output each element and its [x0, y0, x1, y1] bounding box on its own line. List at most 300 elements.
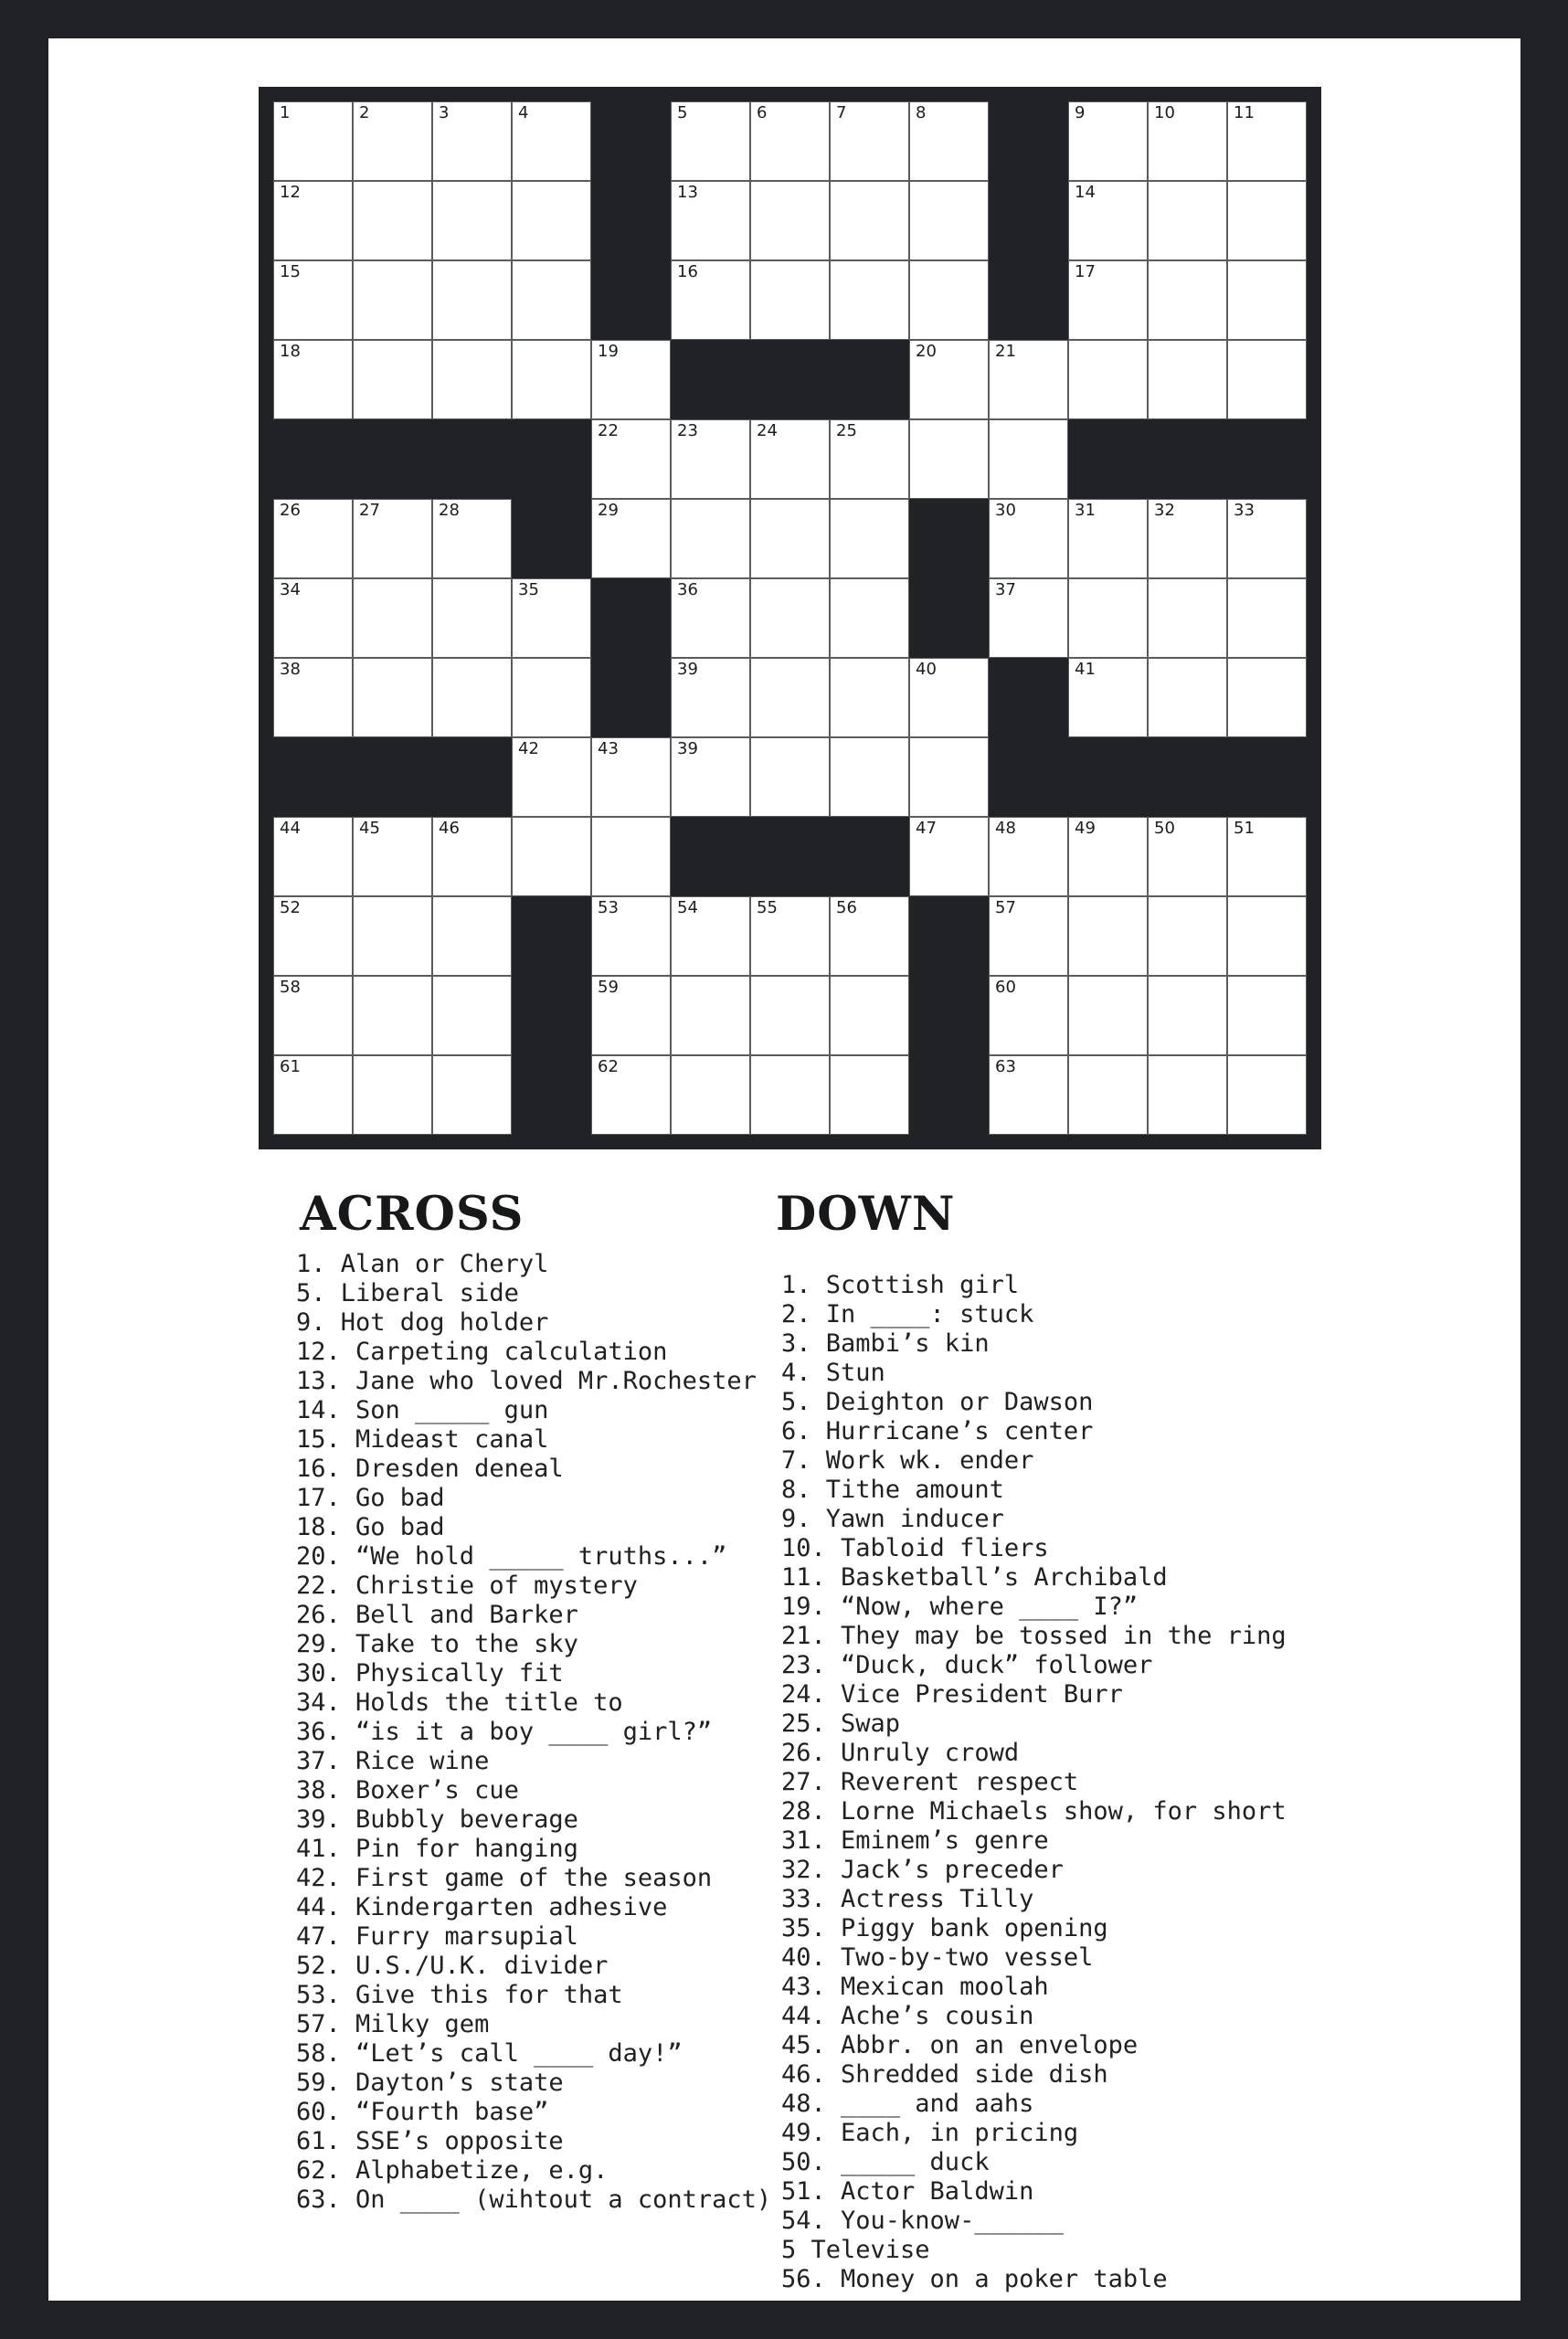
grid-cell[interactable]: [1068, 976, 1148, 1055]
grid-cell[interactable]: [750, 181, 830, 260]
grid-cell[interactable]: [591, 896, 671, 976]
cell-number: 36: [677, 580, 698, 599]
grid-cell[interactable]: [671, 499, 750, 578]
grid-cell-black: [353, 419, 432, 499]
cell-number: 30: [995, 501, 1016, 520]
clue-item: 45. Abbr. on an envelope: [781, 2031, 1139, 2059]
cell-number: 35: [518, 580, 539, 599]
clue-item: 22. Christie of mystery: [296, 1572, 638, 1600]
cell-number: 42: [518, 739, 539, 758]
clue-item: 42. First game of the season: [296, 1864, 713, 1892]
grid-cell[interactable]: [512, 737, 591, 817]
clue-item: 24. Vice President Burr: [781, 1680, 1123, 1709]
clue-item: 43. Mexican moolah: [781, 1973, 1049, 2001]
clue-item: 14. Son _____ gun: [296, 1396, 549, 1424]
grid-cell[interactable]: [750, 896, 830, 976]
grid-cell[interactable]: [830, 1055, 909, 1135]
clue-item: 49. Each, in pricing: [781, 2119, 1079, 2147]
cell-number: 34: [280, 580, 301, 599]
grid-cell[interactable]: [273, 1055, 353, 1135]
cell-number: 55: [757, 898, 778, 917]
cell-number: 15: [280, 262, 301, 281]
grid-cell[interactable]: [909, 260, 989, 340]
grid-cell[interactable]: [1148, 658, 1227, 737]
cell-number: 21: [995, 342, 1016, 361]
clue-item: 10. Tabloid fliers: [781, 1534, 1049, 1562]
cell-number: 5: [677, 103, 688, 122]
clue-item: 46. Shredded side dish: [781, 2060, 1108, 2089]
grid-cell[interactable]: [1227, 896, 1307, 976]
grid-cell[interactable]: [909, 817, 989, 896]
clue-item: 36. “is it a boy ____ girl?”: [296, 1718, 713, 1746]
grid-cell[interactable]: [989, 340, 1068, 419]
grid-cell-black: [591, 578, 671, 658]
grid-cell[interactable]: [432, 817, 512, 896]
grid-cell[interactable]: [353, 896, 432, 976]
grid-cell[interactable]: [353, 817, 432, 896]
grid-cell[interactable]: [273, 976, 353, 1055]
cell-number: 39: [677, 739, 698, 758]
clue-item: 23. “Duck, duck” follower: [781, 1651, 1153, 1679]
grid-cell-black: [989, 658, 1068, 737]
clue-item: 31. Eminem’s genre: [781, 1826, 1049, 1855]
grid-cell[interactable]: [830, 419, 909, 499]
puzzle-page: [48, 38, 1520, 2301]
grid-cell-black: [989, 101, 1068, 181]
clue-item: 41. Pin for hanging: [296, 1835, 578, 1863]
cell-number: 53: [598, 898, 619, 917]
grid-cell[interactable]: [1227, 817, 1307, 896]
grid-cell[interactable]: [1227, 976, 1307, 1055]
grid-cell[interactable]: [671, 578, 750, 658]
grid-cell[interactable]: [830, 499, 909, 578]
cell-number: 29: [598, 501, 619, 520]
clue-item: 44. Ache’s cousin: [781, 2002, 1034, 2030]
cell-number: 24: [757, 421, 778, 440]
grid-cell[interactable]: [750, 1055, 830, 1135]
grid-cell-black: [989, 260, 1068, 340]
clue-item: 35. Piggy bank opening: [781, 1914, 1108, 1942]
cell-number: 39: [677, 660, 698, 679]
clue-item: 48. ____ and aahs: [781, 2090, 1034, 2118]
grid-cell[interactable]: [671, 419, 750, 499]
grid-cell[interactable]: [1148, 340, 1227, 419]
grid-cell-black: [989, 181, 1068, 260]
grid-cell-black: [989, 737, 1068, 817]
grid-cell-black: [1227, 419, 1307, 499]
grid-cell-black: [353, 737, 432, 817]
grid-cell[interactable]: [750, 260, 830, 340]
grid-cell-black: [1068, 737, 1148, 817]
grid-cell[interactable]: [1068, 260, 1148, 340]
grid-cell[interactable]: [989, 817, 1068, 896]
grid-cell[interactable]: [909, 658, 989, 737]
clue-item: 57. Milky gem: [296, 2010, 490, 2038]
grid-cell-black: [512, 896, 591, 976]
grid-cell[interactable]: [671, 658, 750, 737]
clue-item: 11. Basketball’s Archibald: [781, 1563, 1168, 1592]
grid-cell[interactable]: [1148, 260, 1227, 340]
grid-cell[interactable]: [1227, 340, 1307, 419]
grid-cell[interactable]: [273, 499, 353, 578]
grid-cell[interactable]: [273, 658, 353, 737]
grid-cell-black: [591, 101, 671, 181]
grid-cell[interactable]: [671, 896, 750, 976]
cell-number: 49: [1075, 819, 1096, 838]
cell-number: 19: [598, 342, 619, 361]
cell-number: 20: [916, 342, 937, 361]
cell-number: 43: [598, 739, 619, 758]
grid-cell-black: [909, 896, 989, 976]
grid-cell[interactable]: [353, 181, 432, 260]
cell-number: 10: [1154, 103, 1175, 122]
cell-number: 1: [280, 103, 291, 122]
clue-item: 54. You-know-______: [781, 2207, 1064, 2235]
grid-cell[interactable]: [671, 260, 750, 340]
clue-item: 61. SSE’s opposite: [296, 2127, 564, 2155]
cell-number: 59: [598, 978, 619, 997]
grid-cell-black: [591, 658, 671, 737]
grid-cell[interactable]: [591, 499, 671, 578]
cell-number: 50: [1154, 819, 1175, 838]
cell-number: 38: [280, 660, 301, 679]
cell-number: 40: [916, 660, 937, 679]
cell-number: 2: [359, 103, 370, 122]
grid-cell[interactable]: [909, 419, 989, 499]
grid-cell[interactable]: [671, 101, 750, 181]
grid-cell[interactable]: [830, 578, 909, 658]
grid-cell[interactable]: [273, 101, 353, 181]
cell-number: 18: [280, 342, 301, 361]
grid-cell-black: [432, 737, 512, 817]
grid-cell-black: [273, 419, 353, 499]
across-heading: ACROSS: [300, 1187, 524, 1242]
grid-cell[interactable]: [512, 340, 591, 419]
grid-cell[interactable]: [432, 181, 512, 260]
grid-cell[interactable]: [989, 976, 1068, 1055]
clue-item: 12. Carpeting calculation: [296, 1338, 668, 1366]
clue-item: 62. Alphabetize, e.g.: [296, 2156, 609, 2185]
grid-cell[interactable]: [432, 658, 512, 737]
grid-cell[interactable]: [989, 578, 1068, 658]
grid-cell[interactable]: [353, 340, 432, 419]
cell-number: 26: [280, 501, 301, 520]
grid-cell[interactable]: [989, 1055, 1068, 1135]
cell-number: 61: [280, 1057, 301, 1076]
grid-cell[interactable]: [909, 101, 989, 181]
cell-number: 63: [995, 1057, 1016, 1076]
grid-cell[interactable]: [1068, 340, 1148, 419]
grid-cell[interactable]: [989, 896, 1068, 976]
clue-item: 59. Dayton’s state: [296, 2069, 564, 2097]
clue-item: 58. “Let’s call ____ day!”: [296, 2039, 683, 2068]
cell-number: 8: [916, 103, 927, 122]
grid-cell[interactable]: [432, 896, 512, 976]
cell-number: 9: [1075, 103, 1086, 122]
grid-cell[interactable]: [273, 578, 353, 658]
grid-cell-black: [512, 976, 591, 1055]
cell-number: 57: [995, 898, 1016, 917]
grid-cell[interactable]: [1227, 658, 1307, 737]
grid-cell[interactable]: [1227, 499, 1307, 578]
grid-cell[interactable]: [1148, 578, 1227, 658]
grid-cell[interactable]: [353, 260, 432, 340]
grid-cell[interactable]: [432, 499, 512, 578]
grid-cell[interactable]: [591, 419, 671, 499]
clue-item: 32. Jack’s preceder: [781, 1856, 1064, 1884]
cell-number: 44: [280, 819, 301, 838]
grid-cell[interactable]: [1227, 181, 1307, 260]
grid-cell[interactable]: [909, 737, 989, 817]
cell-number: 52: [280, 898, 301, 917]
grid-cell[interactable]: [830, 658, 909, 737]
down-clue-list: [781, 1271, 1287, 2294]
grid-cell[interactable]: [353, 578, 432, 658]
clue-item: 52. U.S./U.K. divider: [296, 1952, 609, 1980]
cell-number: 32: [1154, 501, 1175, 520]
clue-item: 47. Furry marsupial: [296, 1922, 578, 1951]
grid-cell[interactable]: [432, 340, 512, 419]
clue-item: 44. Kindergarten adhesive: [296, 1893, 668, 1921]
grid-cell-black: [1148, 737, 1227, 817]
clue-item: 2. In ____: stuck: [781, 1300, 1034, 1328]
grid-cell[interactable]: [353, 658, 432, 737]
cell-number: 16: [677, 262, 698, 281]
grid-cell[interactable]: [1068, 499, 1148, 578]
clue-item: 15. Mideast canal: [296, 1425, 549, 1454]
grid-cell[interactable]: [750, 658, 830, 737]
grid-cell[interactable]: [750, 737, 830, 817]
grid-cell[interactable]: [432, 260, 512, 340]
grid-cell-black: [512, 419, 591, 499]
grid-cell-black: [909, 499, 989, 578]
clue-item: 7. Work wk. ender: [781, 1446, 1034, 1475]
grid-cell[interactable]: [273, 896, 353, 976]
clue-item: 1. Scottish girl: [781, 1271, 1020, 1299]
grid-cell[interactable]: [1148, 181, 1227, 260]
cell-number: 56: [836, 898, 857, 917]
cell-number: 6: [757, 103, 768, 122]
grid-cell[interactable]: [989, 499, 1068, 578]
clue-item: 34. Holds the title to: [296, 1688, 623, 1717]
grid-cell[interactable]: [750, 578, 830, 658]
cell-number: 31: [1075, 501, 1096, 520]
cell-number: 28: [439, 501, 460, 520]
grid-cell-black: [909, 578, 989, 658]
grid-cell[interactable]: [1148, 817, 1227, 896]
grid-cell[interactable]: [591, 1055, 671, 1135]
grid-cell[interactable]: [512, 181, 591, 260]
grid-cell-black: [750, 340, 830, 419]
grid-cell[interactable]: [671, 1055, 750, 1135]
across-clue-list: [296, 1250, 771, 2215]
grid-cell[interactable]: [512, 578, 591, 658]
grid-cell[interactable]: [1068, 181, 1148, 260]
cell-number: 33: [1234, 501, 1255, 520]
cell-number: 4: [518, 103, 529, 122]
clue-item: 29. Take to the sky: [296, 1630, 578, 1658]
cell-number: 14: [1075, 183, 1096, 202]
grid-cell-black: [591, 260, 671, 340]
clue-item: 39. Bubbly beverage: [296, 1805, 578, 1834]
grid-cell[interactable]: [909, 340, 989, 419]
grid-cell[interactable]: [989, 419, 1068, 499]
grid-cell[interactable]: [750, 419, 830, 499]
grid-cell-black: [671, 817, 750, 896]
cell-number: 58: [280, 978, 301, 997]
grid-cell-black: [750, 817, 830, 896]
grid-cell[interactable]: [830, 737, 909, 817]
cell-number: 7: [836, 103, 847, 122]
clue-item: 1. Alan or Cheryl: [296, 1250, 549, 1278]
cell-number: 12: [280, 183, 301, 202]
grid-cell[interactable]: [750, 499, 830, 578]
clue-item: 5. Liberal side: [296, 1279, 519, 1307]
clue-item: 63. On ____ (wihtout a contract): [296, 2186, 772, 2214]
cell-number: 37: [995, 580, 1016, 599]
clue-item: 27. Reverent respect: [781, 1768, 1079, 1796]
grid-cell[interactable]: [1068, 817, 1148, 896]
grid-cell[interactable]: [273, 817, 353, 896]
cell-number: 45: [359, 819, 380, 838]
clue-item: 60. “Fourth base”: [296, 2098, 549, 2126]
grid-cell[interactable]: [1068, 1055, 1148, 1135]
grid-cell[interactable]: [1068, 578, 1148, 658]
grid-cell[interactable]: [1068, 658, 1148, 737]
grid-cell[interactable]: [1148, 896, 1227, 976]
clue-item: 26. Bell and Barker: [296, 1601, 578, 1629]
grid-cell[interactable]: [353, 976, 432, 1055]
clue-item: 30. Physically fit: [296, 1659, 564, 1688]
grid-cell[interactable]: [591, 737, 671, 817]
clue-item: 37. Rice wine: [296, 1747, 490, 1775]
cell-number: 46: [439, 819, 460, 838]
clue-item: 50. _____ duck: [781, 2148, 990, 2176]
grid-cell-black: [512, 499, 591, 578]
grid-cell[interactable]: [671, 737, 750, 817]
crossword-grid: [273, 101, 1307, 1135]
grid-cell[interactable]: [591, 817, 671, 896]
grid-cell-black: [1227, 737, 1307, 817]
grid-cell[interactable]: [512, 658, 591, 737]
clue-item: 33. Actress Tilly: [781, 1885, 1034, 1913]
grid-cell[interactable]: [1148, 101, 1227, 181]
grid-cell[interactable]: [671, 181, 750, 260]
grid-cell[interactable]: [1068, 101, 1148, 181]
grid-cell[interactable]: [1148, 499, 1227, 578]
clue-item: 5 Televise: [781, 2236, 930, 2264]
cell-number: 17: [1075, 262, 1096, 281]
down-heading: DOWN: [776, 1187, 956, 1242]
clue-item: 3. Bambi’s kin: [781, 1329, 990, 1358]
clue-item: 16. Dresden deneal: [296, 1455, 564, 1483]
grid-cell-black: [591, 181, 671, 260]
grid-cell[interactable]: [1227, 260, 1307, 340]
cell-number: 47: [916, 819, 937, 838]
grid-cell[interactable]: [512, 260, 591, 340]
clue-item: 17. Go bad: [296, 1484, 445, 1512]
cell-number: 41: [1075, 660, 1096, 679]
grid-cell[interactable]: [512, 101, 591, 181]
grid-cell[interactable]: [432, 578, 512, 658]
grid-cell[interactable]: [432, 101, 512, 181]
grid-cell-black: [1068, 419, 1148, 499]
clue-item: 51. Actor Baldwin: [781, 2177, 1034, 2206]
grid-cell-black: [671, 340, 750, 419]
grid-cell[interactable]: [512, 817, 591, 896]
grid-cell[interactable]: [1068, 896, 1148, 976]
grid-cell[interactable]: [432, 976, 512, 1055]
clue-item: 20. “We hold _____ truths...”: [296, 1542, 727, 1571]
grid-cell[interactable]: [830, 976, 909, 1055]
grid-cell-black: [273, 737, 353, 817]
grid-cell[interactable]: [353, 499, 432, 578]
grid-cell[interactable]: [830, 101, 909, 181]
cell-number: 13: [677, 183, 698, 202]
clue-item: 9. Yawn inducer: [781, 1505, 1004, 1533]
grid-cell[interactable]: [273, 340, 353, 419]
grid-cell-black: [830, 340, 909, 419]
grid-cell[interactable]: [1227, 578, 1307, 658]
grid-cell[interactable]: [830, 896, 909, 976]
cell-number: 51: [1234, 819, 1255, 838]
clue-item: 56. Money on a poker table: [781, 2265, 1168, 2293]
grid-cell[interactable]: [591, 340, 671, 419]
grid-cell-black: [512, 1055, 591, 1135]
clue-item: 28. Lorne Michaels show, for short: [781, 1797, 1287, 1826]
grid-cell[interactable]: [353, 101, 432, 181]
clue-item: 21. They may be tossed in the ring: [781, 1622, 1287, 1650]
grid-cell-black: [432, 419, 512, 499]
cell-number: 27: [359, 501, 380, 520]
cell-number: 22: [598, 421, 619, 440]
clue-item: 18. Go bad: [296, 1513, 445, 1541]
grid-cell[interactable]: [671, 976, 750, 1055]
clue-item: 6. Hurricane’s center: [781, 1417, 1094, 1445]
grid-cell[interactable]: [353, 1055, 432, 1135]
clue-item: 38. Boxer’s cue: [296, 1776, 519, 1805]
grid-cell[interactable]: [591, 976, 671, 1055]
cell-number: 3: [439, 103, 450, 122]
grid-cell[interactable]: [909, 181, 989, 260]
clue-item: 53. Give this for that: [296, 1981, 623, 2009]
cell-number: 23: [677, 421, 698, 440]
cell-number: 62: [598, 1057, 619, 1076]
grid-cell[interactable]: [273, 181, 353, 260]
grid-cell[interactable]: [750, 101, 830, 181]
clue-item: 8. Tithe amount: [781, 1476, 1004, 1504]
grid-cell-black: [830, 817, 909, 896]
cell-number: 48: [995, 819, 1016, 838]
grid-cell[interactable]: [432, 1055, 512, 1135]
cell-number: 54: [677, 898, 698, 917]
clue-item: 13. Jane who loved Mr.Rochester: [296, 1367, 757, 1395]
clue-item: 25. Swap: [781, 1709, 901, 1738]
grid-cell[interactable]: [1148, 976, 1227, 1055]
grid-cell[interactable]: [1148, 1055, 1227, 1135]
grid-cell-black: [1148, 419, 1227, 499]
crossword-grid-frame: [259, 87, 1321, 1149]
grid-cell[interactable]: [273, 260, 353, 340]
grid-cell[interactable]: [1227, 101, 1307, 181]
grid-cell[interactable]: [830, 181, 909, 260]
grid-cell[interactable]: [830, 260, 909, 340]
grid-cell[interactable]: [750, 976, 830, 1055]
grid-cell-black: [909, 976, 989, 1055]
grid-cell[interactable]: [1227, 1055, 1307, 1135]
clue-item: 40. Two-by-two vessel: [781, 1943, 1094, 1972]
cell-number: 60: [995, 978, 1016, 997]
